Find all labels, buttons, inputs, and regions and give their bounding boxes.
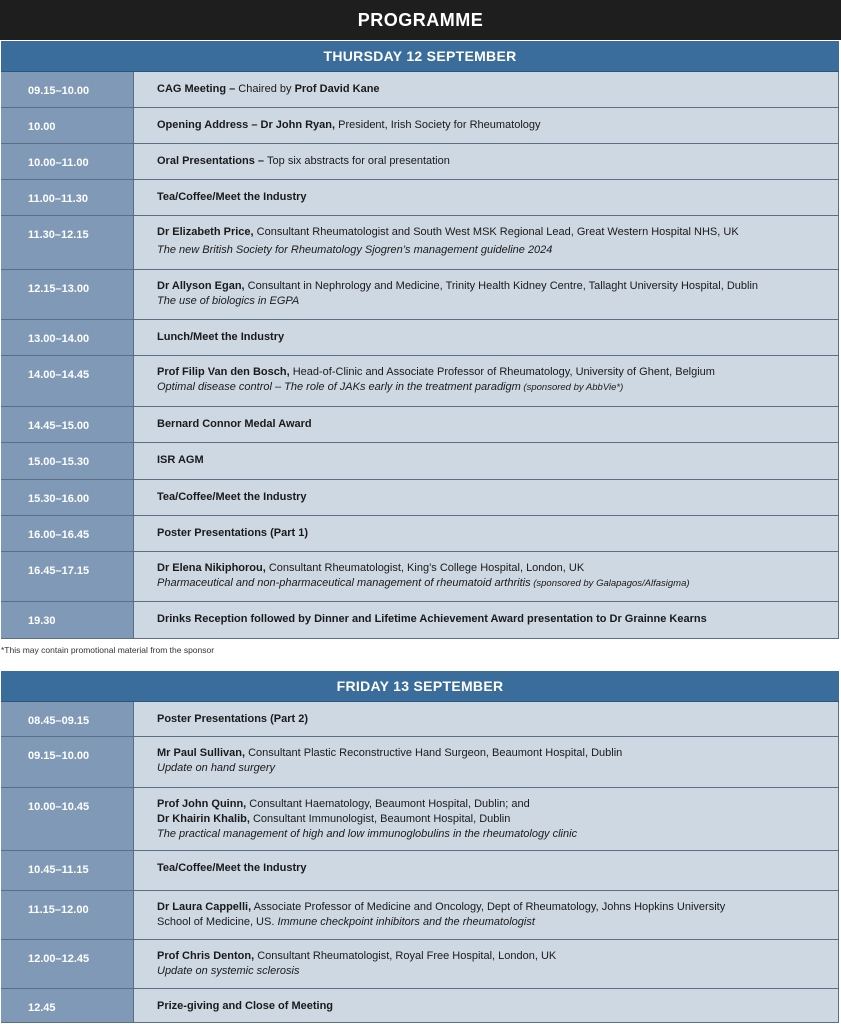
speaker-affiliation: School of Medicine, US. bbox=[157, 916, 278, 928]
session-time: 14.00–14.45 bbox=[1, 356, 134, 406]
session-details bbox=[134, 356, 839, 406]
talk-title: The use of biologics in EGPA bbox=[157, 295, 300, 307]
session-time: 10.00–11.00 bbox=[1, 144, 134, 179]
session-title: Tea/Coffee/Meet the Industry bbox=[157, 191, 307, 203]
table-row bbox=[1, 180, 839, 216]
session-title: CAG Meeting – bbox=[157, 83, 239, 95]
table-row bbox=[1, 788, 839, 851]
session-details bbox=[134, 72, 839, 107]
session-time: 13.00–14.00 bbox=[1, 320, 134, 355]
session-time: 14.45–15.00 bbox=[1, 407, 134, 442]
speaker-affiliation: Consultant Rheumatologist and South West MSK Regional Lead, Great Western Hospital NHS, UK bbox=[253, 226, 739, 238]
speaker-name: Dr Allyson Egan, bbox=[157, 280, 245, 292]
session-details bbox=[134, 320, 839, 355]
footnote: *This may contain promotional material from the sponsor bbox=[1, 645, 215, 655]
session-details bbox=[134, 552, 839, 601]
speaker-affiliation: Consultant Haematology, Beaumont Hospital, Dublin; and bbox=[246, 798, 530, 810]
talk-title bbox=[157, 380, 838, 395]
session-details bbox=[134, 144, 839, 179]
session-time: 12.45 bbox=[1, 989, 134, 1022]
speaker-name: Dr Khairin Khalib, bbox=[157, 813, 250, 825]
session-title: Poster Presentations (Part 2) bbox=[157, 713, 308, 725]
session-details bbox=[134, 851, 839, 890]
table-row bbox=[1, 940, 839, 989]
speaker-affiliation: Consultant Rheumatologist, Royal Free Hospital, London, UK bbox=[254, 950, 557, 962]
day-heading-friday: FRIDAY 13 SEPTEMBER bbox=[1, 671, 839, 702]
table-row bbox=[1, 216, 839, 270]
speaker-name: Mr Paul Sullivan, bbox=[157, 747, 246, 759]
speaker-affiliation: Consultant Immunologist, Beaumont Hospital, Dublin bbox=[249, 813, 511, 825]
session-time: 10.00–10.45 bbox=[1, 788, 134, 850]
table-row bbox=[1, 480, 839, 516]
table-row bbox=[1, 851, 839, 891]
talk-title: The new British Society for Rheumatology Sjogren’s management guideline 2024 bbox=[157, 244, 553, 256]
session-details bbox=[134, 443, 839, 479]
day-heading-thursday: THURSDAY 12 SEPTEMBER bbox=[1, 41, 839, 72]
speaker-affiliation: Consultant Plastic Reconstructive Hand Surgeon, Beaumont Hospital, Dublin bbox=[245, 747, 623, 759]
speaker-affiliation: Associate Professor of Medicine and Oncology, Dept of Rheumatology, Johns Hopkins University bbox=[251, 901, 726, 913]
talk-title: Immune checkpoint inhibitors and the rheumatologist bbox=[277, 916, 535, 928]
table-row bbox=[1, 270, 839, 320]
session-title: Opening Address – Dr John Ryan, bbox=[157, 119, 336, 131]
speaker-name: Prof John Quinn, bbox=[157, 798, 247, 810]
session-description: Chaired by bbox=[238, 83, 295, 95]
sponsor-note: (sponsored by AbbVie*) bbox=[520, 382, 624, 393]
table-row bbox=[1, 602, 839, 639]
session-details bbox=[134, 407, 839, 442]
session-time: 16.45–17.15 bbox=[1, 552, 134, 601]
session-details bbox=[134, 940, 839, 988]
session-time: 08.45–09.15 bbox=[1, 702, 134, 736]
table-row bbox=[1, 702, 839, 737]
session-details bbox=[134, 702, 839, 736]
session-description: President, Irish Society for Rheumatology bbox=[335, 119, 541, 131]
session-title: Oral Presentations – bbox=[157, 155, 268, 167]
schedule-thursday bbox=[1, 72, 839, 639]
talk-title bbox=[157, 576, 838, 591]
table-row bbox=[1, 144, 839, 180]
table-row bbox=[1, 516, 839, 552]
table-row bbox=[1, 737, 839, 788]
table-row bbox=[1, 72, 839, 108]
sponsor-note: (sponsored by Galapagos/Alfasigma) bbox=[530, 578, 690, 589]
session-time: 16.00–16.45 bbox=[1, 516, 134, 551]
speaker-name: Prof Filip Van den Bosch, bbox=[157, 366, 290, 378]
session-title: Lunch/Meet the Industry bbox=[157, 331, 285, 343]
session-details bbox=[134, 602, 839, 638]
table-row bbox=[1, 552, 839, 602]
session-title: Tea/Coffee/Meet the Industry bbox=[157, 491, 307, 503]
table-row bbox=[1, 891, 839, 940]
talk-title: Update on systemic sclerosis bbox=[157, 965, 300, 977]
talk-title: Update on hand surgery bbox=[157, 762, 276, 774]
speaker-name: Dr Elena Nikiphorou, bbox=[157, 562, 266, 574]
speaker-affiliation: Head-of-Clinic and Associate Professor of Rheumatology, University of Ghent, Belgium bbox=[289, 366, 715, 378]
speaker-name: Dr Elizabeth Price, bbox=[157, 226, 254, 238]
page-title: PROGRAMME bbox=[0, 0, 841, 40]
table-row bbox=[1, 108, 839, 144]
session-chair: Prof David Kane bbox=[294, 83, 380, 95]
session-time: 12.15–13.00 bbox=[1, 270, 134, 319]
session-details bbox=[134, 180, 839, 215]
session-details bbox=[134, 108, 839, 143]
session-details bbox=[134, 989, 839, 1022]
session-title: Bernard Connor Medal Award bbox=[157, 418, 312, 430]
session-time: 15.30–16.00 bbox=[1, 480, 134, 515]
table-row bbox=[1, 407, 839, 443]
speaker-name: Prof Chris Denton, bbox=[157, 950, 255, 962]
session-details bbox=[134, 216, 839, 269]
session-time: 15.00–15.30 bbox=[1, 443, 134, 479]
session-title: Poster Presentations (Part 1) bbox=[157, 527, 308, 539]
session-time: 11.30–12.15 bbox=[1, 216, 134, 269]
session-time: 11.15–12.00 bbox=[1, 891, 134, 939]
table-row bbox=[1, 320, 839, 356]
session-time: 12.00–12.45 bbox=[1, 940, 134, 988]
table-row bbox=[1, 989, 839, 1023]
talk-title: The practical management of high and low immunoglobulins in the rheumatology clinic bbox=[157, 828, 578, 840]
schedule-friday bbox=[1, 702, 839, 1023]
session-details bbox=[134, 891, 839, 939]
table-row bbox=[1, 356, 839, 407]
speaker-affiliation: Consultant Rheumatologist, King’s College Hospital, London, UK bbox=[265, 562, 585, 574]
session-description: Top six abstracts for oral presentation bbox=[267, 155, 450, 167]
session-title: Drinks Reception followed by Dinner and Lifetime Achievement Award presentation to Dr Grainne Kearns bbox=[157, 613, 707, 625]
session-details bbox=[134, 788, 839, 850]
speaker-affiliation: Consultant in Nephrology and Medicine, Trinity Health Kidney Centre, Tallaght University Hospital, Dublin bbox=[244, 280, 758, 292]
table-row bbox=[1, 443, 839, 480]
session-title: ISR AGM bbox=[157, 454, 204, 466]
session-details bbox=[134, 737, 839, 787]
session-details bbox=[134, 516, 839, 551]
session-title: Prize-giving and Close of Meeting bbox=[157, 1000, 334, 1012]
talk-title-text: Optimal disease control – The role of JAKs early in the treatment paradigm bbox=[157, 381, 521, 393]
session-time: 11.00–11.30 bbox=[1, 180, 134, 215]
session-title: Tea/Coffee/Meet the Industry bbox=[157, 862, 307, 874]
speaker-name: Dr Laura Cappelli, bbox=[157, 901, 252, 913]
session-time: 19.30 bbox=[1, 602, 134, 638]
session-time: 09.15–10.00 bbox=[1, 72, 134, 107]
session-time: 10.00 bbox=[1, 108, 134, 143]
session-time: 09.15–10.00 bbox=[1, 737, 134, 787]
session-details bbox=[134, 270, 839, 319]
session-details bbox=[134, 480, 839, 515]
session-time: 10.45–11.15 bbox=[1, 851, 134, 890]
talk-title-text: Pharmaceutical and non-pharmaceutical management of rheumatoid arthritis bbox=[157, 577, 531, 589]
